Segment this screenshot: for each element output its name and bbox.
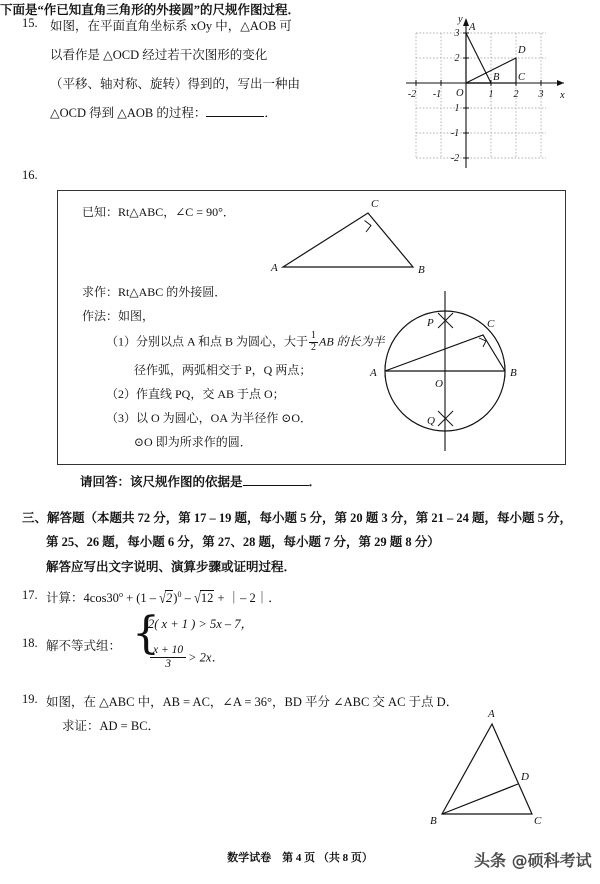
construction-box xyxy=(57,190,566,465)
radical-sign-icon: √ xyxy=(159,589,167,607)
sqrt-12-value: 12 xyxy=(200,591,214,605)
sqrt-12 xyxy=(194,590,214,606)
fraction-denominator: 2 xyxy=(311,341,317,353)
section-3-heading-line-1: 三、解答题（本题共 72 分，第 17 – 19 题，每小题 5 分，第 20 题 3 分，第 21 – 24 题，每小题 5 分， xyxy=(22,511,573,525)
question-16-ask-text: 请回答：该尺规作图的依据是 xyxy=(80,475,243,489)
method-label: 作法：如图， xyxy=(82,309,155,323)
construction-step-3: （3）以 O 为圆心，OA 为半径作 ⊙O． xyxy=(106,411,313,425)
y-tick--2: -2 xyxy=(450,153,460,164)
point-label-B: B xyxy=(493,72,500,83)
q17-term-c: ) xyxy=(173,591,178,605)
x-tick-2: 2 xyxy=(513,89,519,100)
x-tick-3: 3 xyxy=(538,89,544,100)
tri19-label-A: A xyxy=(488,708,495,720)
construction-step-3-conclusion: ⊙O 即为所求作的圆． xyxy=(134,435,252,449)
q17-term-e: + ｜– 2｜． xyxy=(214,591,281,605)
inequality-1: 2( x + 1 ) > 5x – 7， xyxy=(148,617,254,631)
given-statement: 已知：Rt△ABC，∠C = 90°． xyxy=(82,205,235,219)
tri19-label-D: D xyxy=(521,771,529,783)
circle-label-A: A xyxy=(370,367,377,379)
watermark: 头条 @硕科考试 xyxy=(474,851,592,870)
y-tick-3: 3 xyxy=(454,28,460,39)
question-17-label: 计算： xyxy=(46,591,84,605)
answer-blank-16[interactable] xyxy=(243,474,309,486)
point-label-A: A xyxy=(469,22,476,33)
point-label-C: C xyxy=(518,72,526,83)
construction-step-2: （2）作直线 PQ，交 AB 于点 O； xyxy=(106,387,285,401)
question-15-line-4 xyxy=(50,103,277,121)
fraction-numerator: 1 xyxy=(311,330,317,341)
y-tick-2: 2 xyxy=(454,53,460,64)
system-brace-icon: { xyxy=(132,608,160,659)
question-16-title: 下面是“作已知直角三角形的外接圆”的尺规作图过程． xyxy=(0,3,301,17)
y-tick-1: 1 xyxy=(454,103,460,114)
x-axis-label: x xyxy=(560,90,565,101)
right-triangle-figure xyxy=(263,191,453,286)
question-15-line-2: 以看作是 △OCD 经过若干次图形的变化 xyxy=(50,48,268,62)
q17-term-a: 4cos30 xyxy=(83,591,119,605)
question-15-period: ． xyxy=(264,106,277,120)
fraction-x-plus-10-over-3 xyxy=(150,644,186,671)
question-18-number: 18. xyxy=(22,636,38,650)
step-1a-pre: （1）分别以点 A 和点 B 为圆心，大于 xyxy=(106,334,309,349)
y-axis-label: y xyxy=(458,14,463,25)
find-statement: 求作：Rt△ABC 的外接圆． xyxy=(82,285,227,299)
construction-step-1a xyxy=(106,331,385,353)
circumscribed-circle-figure xyxy=(353,283,538,458)
sqrt-2 xyxy=(159,590,173,606)
question-15-line-1: 如图，在平面直角坐标系 xOy 中，△AOB 可 xyxy=(50,19,292,33)
question-15-line-3: （平移、轴对称、旋转）得到的，写出一种由 xyxy=(50,77,301,91)
fracB-numerator: x + 10 xyxy=(150,644,186,658)
coordinate-plane-figure xyxy=(398,8,578,173)
q17-term-d: – xyxy=(181,591,194,605)
question-17-number: 17. xyxy=(22,588,38,602)
q17-zero-sup: 0 xyxy=(177,589,182,599)
sqrt-2-value: 2 xyxy=(166,591,173,605)
tri19-label-C: C xyxy=(534,815,542,827)
section-3-heading-line-3: 解答应写出文字说明、演算步骤或证明过程． xyxy=(46,560,297,574)
circle-label-O: O xyxy=(435,378,443,390)
construction-step-1b: 径作弧，两弧相交于 P，Q 两点； xyxy=(134,363,312,377)
question-16-ask xyxy=(80,472,321,490)
isosceles-triangle-figure xyxy=(420,702,570,837)
tri19-label-B: B xyxy=(430,815,437,827)
question-16-number: 16. xyxy=(22,168,38,182)
circle-label-P: P xyxy=(427,317,434,329)
question-19-number: 19. xyxy=(22,692,38,706)
triangle-label-B: B xyxy=(418,264,425,276)
q17-term-b: + (1 – xyxy=(122,591,160,605)
y-tick--1: -1 xyxy=(450,128,460,139)
x-tick-1: 1 xyxy=(488,89,494,100)
fraction-one-half xyxy=(309,331,318,353)
x-tick--1: -1 xyxy=(432,89,442,100)
origin-label: O xyxy=(456,88,464,99)
question-19-line-1: 如图，在 △ABC 中，AB = AC，∠A = 36°，BD 平分 ∠ABC 交 AC 于点 D． xyxy=(46,695,459,709)
triangle-label-C: C xyxy=(371,198,379,210)
question-18-label: 解不等式组： xyxy=(46,639,122,653)
fracB-denominator: 3 xyxy=(165,657,171,670)
question-15-line-4-text: △OCD 得到 △AOB 的过程： xyxy=(50,106,207,120)
answer-blank-15[interactable] xyxy=(206,105,264,117)
question-16-ask-period: ． xyxy=(308,475,322,489)
x-tick--2: -2 xyxy=(407,89,417,100)
triangle-label-A: A xyxy=(271,262,278,274)
radical-sign-icon-2: √ xyxy=(193,589,201,607)
question-15-number: 15. xyxy=(22,16,38,30)
q17-degree-sup: o xyxy=(118,589,123,599)
inequality-2-rest: > 2x． xyxy=(188,650,224,665)
point-label-D: D xyxy=(518,45,526,56)
step-1a-post: AB 的长为半 xyxy=(319,334,385,349)
circle-label-Q: Q xyxy=(427,415,435,427)
page-footer: 数学试卷 第 4 页 （共 8 页） xyxy=(227,852,373,864)
inequality-2 xyxy=(148,644,224,671)
section-3-heading-line-2: 第 25、26 题，每小题 6 分，第 27、28 题，每小题 7 分，第 29 题 8 分） xyxy=(46,535,440,549)
circle-label-C: C xyxy=(487,318,495,330)
question-19-line-2: 求证：AD = BC． xyxy=(62,719,161,733)
question-17-body xyxy=(46,588,281,606)
circle-label-B: B xyxy=(510,367,517,379)
